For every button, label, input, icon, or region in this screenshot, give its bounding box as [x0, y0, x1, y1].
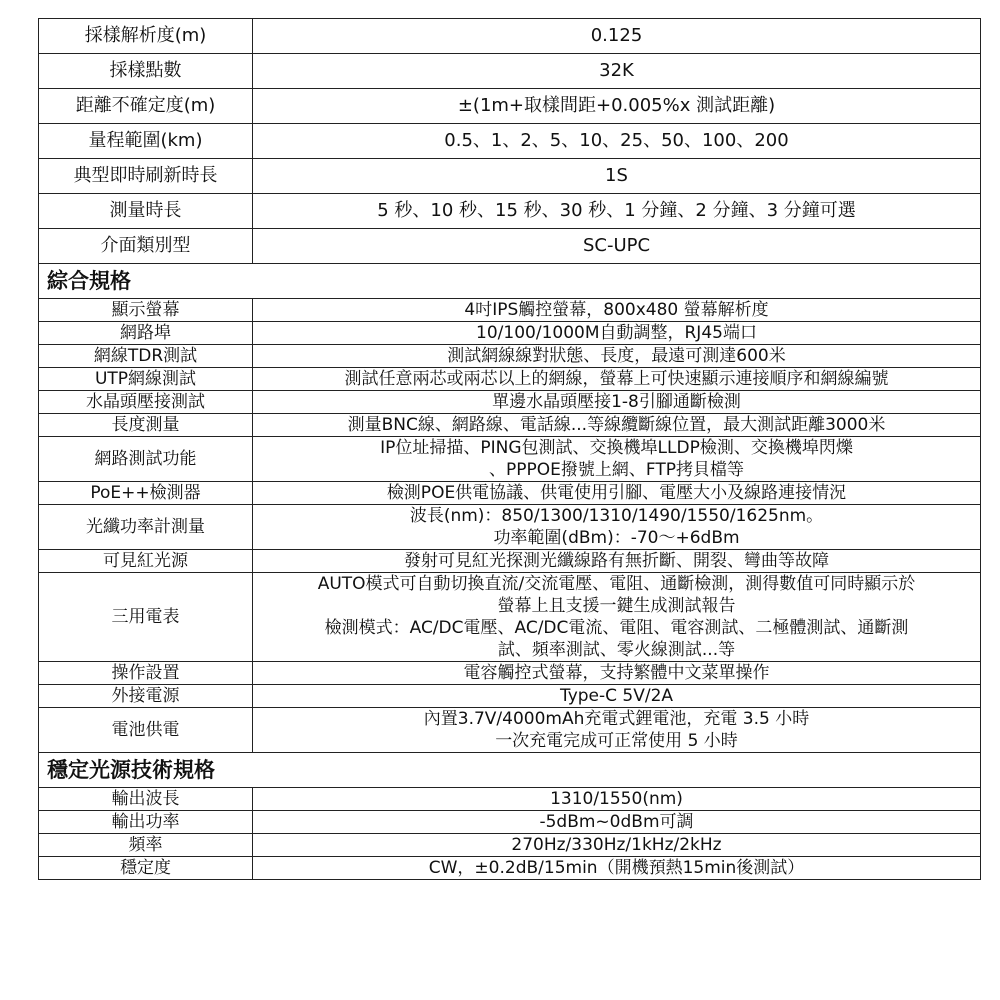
spec-value: CW，±0.2dB/15min（開機預熱15min後測試） [253, 857, 981, 880]
spec-value-line: 單邊水晶頭壓接1-8引腳通斷檢測 [492, 392, 741, 412]
spec-value [253, 391, 981, 414]
spec-label: UTP網線測試 [39, 368, 253, 391]
spec-label: 網路測試功能 [39, 437, 253, 482]
section-header [39, 264, 981, 299]
spec-label: 操作設置 [39, 662, 253, 685]
spec-row [39, 194, 981, 229]
spec-value: ±(1m+取樣間距+0.005%x 測試距離) [253, 89, 981, 124]
spec-label: 量程範圍(km) [39, 124, 253, 159]
spec-row [39, 345, 981, 368]
spec-row [39, 54, 981, 89]
spec-label: 頻率 [39, 834, 253, 857]
spec-label: 電池供電 [39, 708, 253, 753]
section-title-general: 綜合規格 [39, 264, 981, 299]
spec-label: 外接電源 [39, 685, 253, 708]
spec-row [39, 19, 981, 54]
spec-row [39, 299, 981, 322]
spec-value [253, 505, 981, 550]
spec-value-line: 內置3.7V/4000mAh充電式鋰電池，充電 3.5 小時 [423, 709, 810, 729]
spec-row [39, 857, 981, 880]
spec-label: 光纖功率計測量 [39, 505, 253, 550]
spec-row [39, 834, 981, 857]
spec-label: 穩定度 [39, 857, 253, 880]
spec-label: 距離不確定度(m) [39, 89, 253, 124]
spec-value: 1310/1550(nm) [253, 788, 981, 811]
spec-row [39, 414, 981, 437]
spec-value [253, 437, 981, 482]
spec-value [253, 708, 981, 753]
spec-value: 270Hz/330Hz/1kHz/2kHz [253, 834, 981, 857]
spec-row [39, 482, 981, 505]
spec-label: 測量時長 [39, 194, 253, 229]
spec-table [38, 18, 981, 880]
spec-row [39, 788, 981, 811]
general-spec-body [39, 264, 981, 753]
section-header [39, 753, 981, 788]
spec-value-line: 波長(nm)：850/1300/1310/1490/1550/1625nm。 [409, 506, 824, 526]
spec-row [39, 124, 981, 159]
spec-label: 顯示螢幕 [39, 299, 253, 322]
spec-value [253, 685, 981, 708]
spec-label: 輸出波長 [39, 788, 253, 811]
spec-row [39, 550, 981, 573]
spec-row [39, 685, 981, 708]
spec-value [253, 322, 981, 345]
spec-value-line: 檢測POE供電協議、供電使用引腳、電壓大小及線路連接情況 [386, 483, 847, 503]
spec-label: 輸出功率 [39, 811, 253, 834]
spec-value-line: 螢幕上且支援一鍵生成測試報告 [497, 596, 736, 616]
spec-row [39, 159, 981, 194]
spec-label: 採樣點數 [39, 54, 253, 89]
spec-label: 採樣解析度(m) [39, 19, 253, 54]
spec-row [39, 662, 981, 685]
spec-value: 5 秒、10 秒、15 秒、30 秒、1 分鐘、2 分鐘、3 分鐘可選 [253, 194, 981, 229]
spec-value-line: 10/100/1000M自動調整，RJ45端口 [476, 323, 757, 343]
spec-row [39, 437, 981, 482]
spec-label: 介面類別型 [39, 229, 253, 264]
spec-value: SC-UPC [253, 229, 981, 264]
spec-value-line: AUTO模式可自動切換直流/交流電壓、電阻、通斷檢測，測得數值可同時顯示於 [317, 574, 916, 594]
spec-value-line: 發射可見紅光探測光纖線路有無折斷、開裂、彎曲等故障 [404, 551, 829, 571]
spec-value-line: 一次充電完成可正常使用 5 小時 [495, 731, 738, 751]
spec-row [39, 573, 981, 662]
spec-row [39, 505, 981, 550]
spec-value-line: 測試任意兩芯或兩芯以上的網線，螢幕上可快速顯示連接順序和網線編號 [344, 369, 889, 389]
spec-row [39, 322, 981, 345]
spec-value-line: 4吋IPS觸控螢幕，800x480 螢幕解析度 [464, 300, 769, 320]
spec-value: 0.5、1、2、5、10、25、50、100、200 [253, 124, 981, 159]
spec-row [39, 368, 981, 391]
spec-value-line: 測量BNC線、網路線、電話線...等線纜斷線位置，最大測試距離3000米 [347, 415, 886, 435]
spec-row [39, 89, 981, 124]
spec-value: 0.125 [253, 19, 981, 54]
basic-spec-body [39, 19, 981, 264]
spec-row [39, 811, 981, 834]
spec-label: 可見紅光源 [39, 550, 253, 573]
spec-row [39, 391, 981, 414]
spec-label: 典型即時刷新時長 [39, 159, 253, 194]
spec-row [39, 229, 981, 264]
spec-value: 32K [253, 54, 981, 89]
spec-value: -5dBm~0dBm可調 [253, 811, 981, 834]
spec-value [253, 482, 981, 505]
spec-value [253, 299, 981, 322]
spec-value [253, 550, 981, 573]
spec-value-line: IP位址掃描、PING包測試、交換機埠LLDP檢測、交換機埠閃爍 [380, 438, 853, 458]
spec-label: 網線TDR測試 [39, 345, 253, 368]
spec-value-line: 試、頻率測試、零火線測試...等 [497, 640, 736, 660]
spec-value [253, 414, 981, 437]
spec-value-line: 電容觸控式螢幕，支持繁體中文菜單操作 [463, 663, 770, 683]
light-source-spec-body [39, 753, 981, 880]
spec-label: 三用電表 [39, 573, 253, 662]
spec-value-line: 檢測模式：AC/DC電壓、AC/DC電流、電阻、電容測試、二極體測試、通斷測 [324, 618, 909, 638]
spec-row [39, 708, 981, 753]
spec-value-line: 測試網線線對狀態、長度，最遠可測達600米 [447, 346, 786, 366]
spec-label: 水晶頭壓接測試 [39, 391, 253, 414]
spec-value [253, 345, 981, 368]
spec-value [253, 573, 981, 662]
spec-label: PoE++檢測器 [39, 482, 253, 505]
spec-value-line: 、PPPOE撥號上網、FTP拷貝檔等 [489, 460, 744, 480]
spec-value [253, 662, 981, 685]
spec-label: 網路埠 [39, 322, 253, 345]
section-title-light-source: 穩定光源技術規格 [39, 753, 981, 788]
spec-label: 長度測量 [39, 414, 253, 437]
spec-value: 1S [253, 159, 981, 194]
spec-value-line: Type-C 5V/2A [559, 686, 674, 706]
spec-value [253, 368, 981, 391]
spec-value-line: 功率範圍(dBm)：-70～+6dBm [493, 528, 740, 548]
